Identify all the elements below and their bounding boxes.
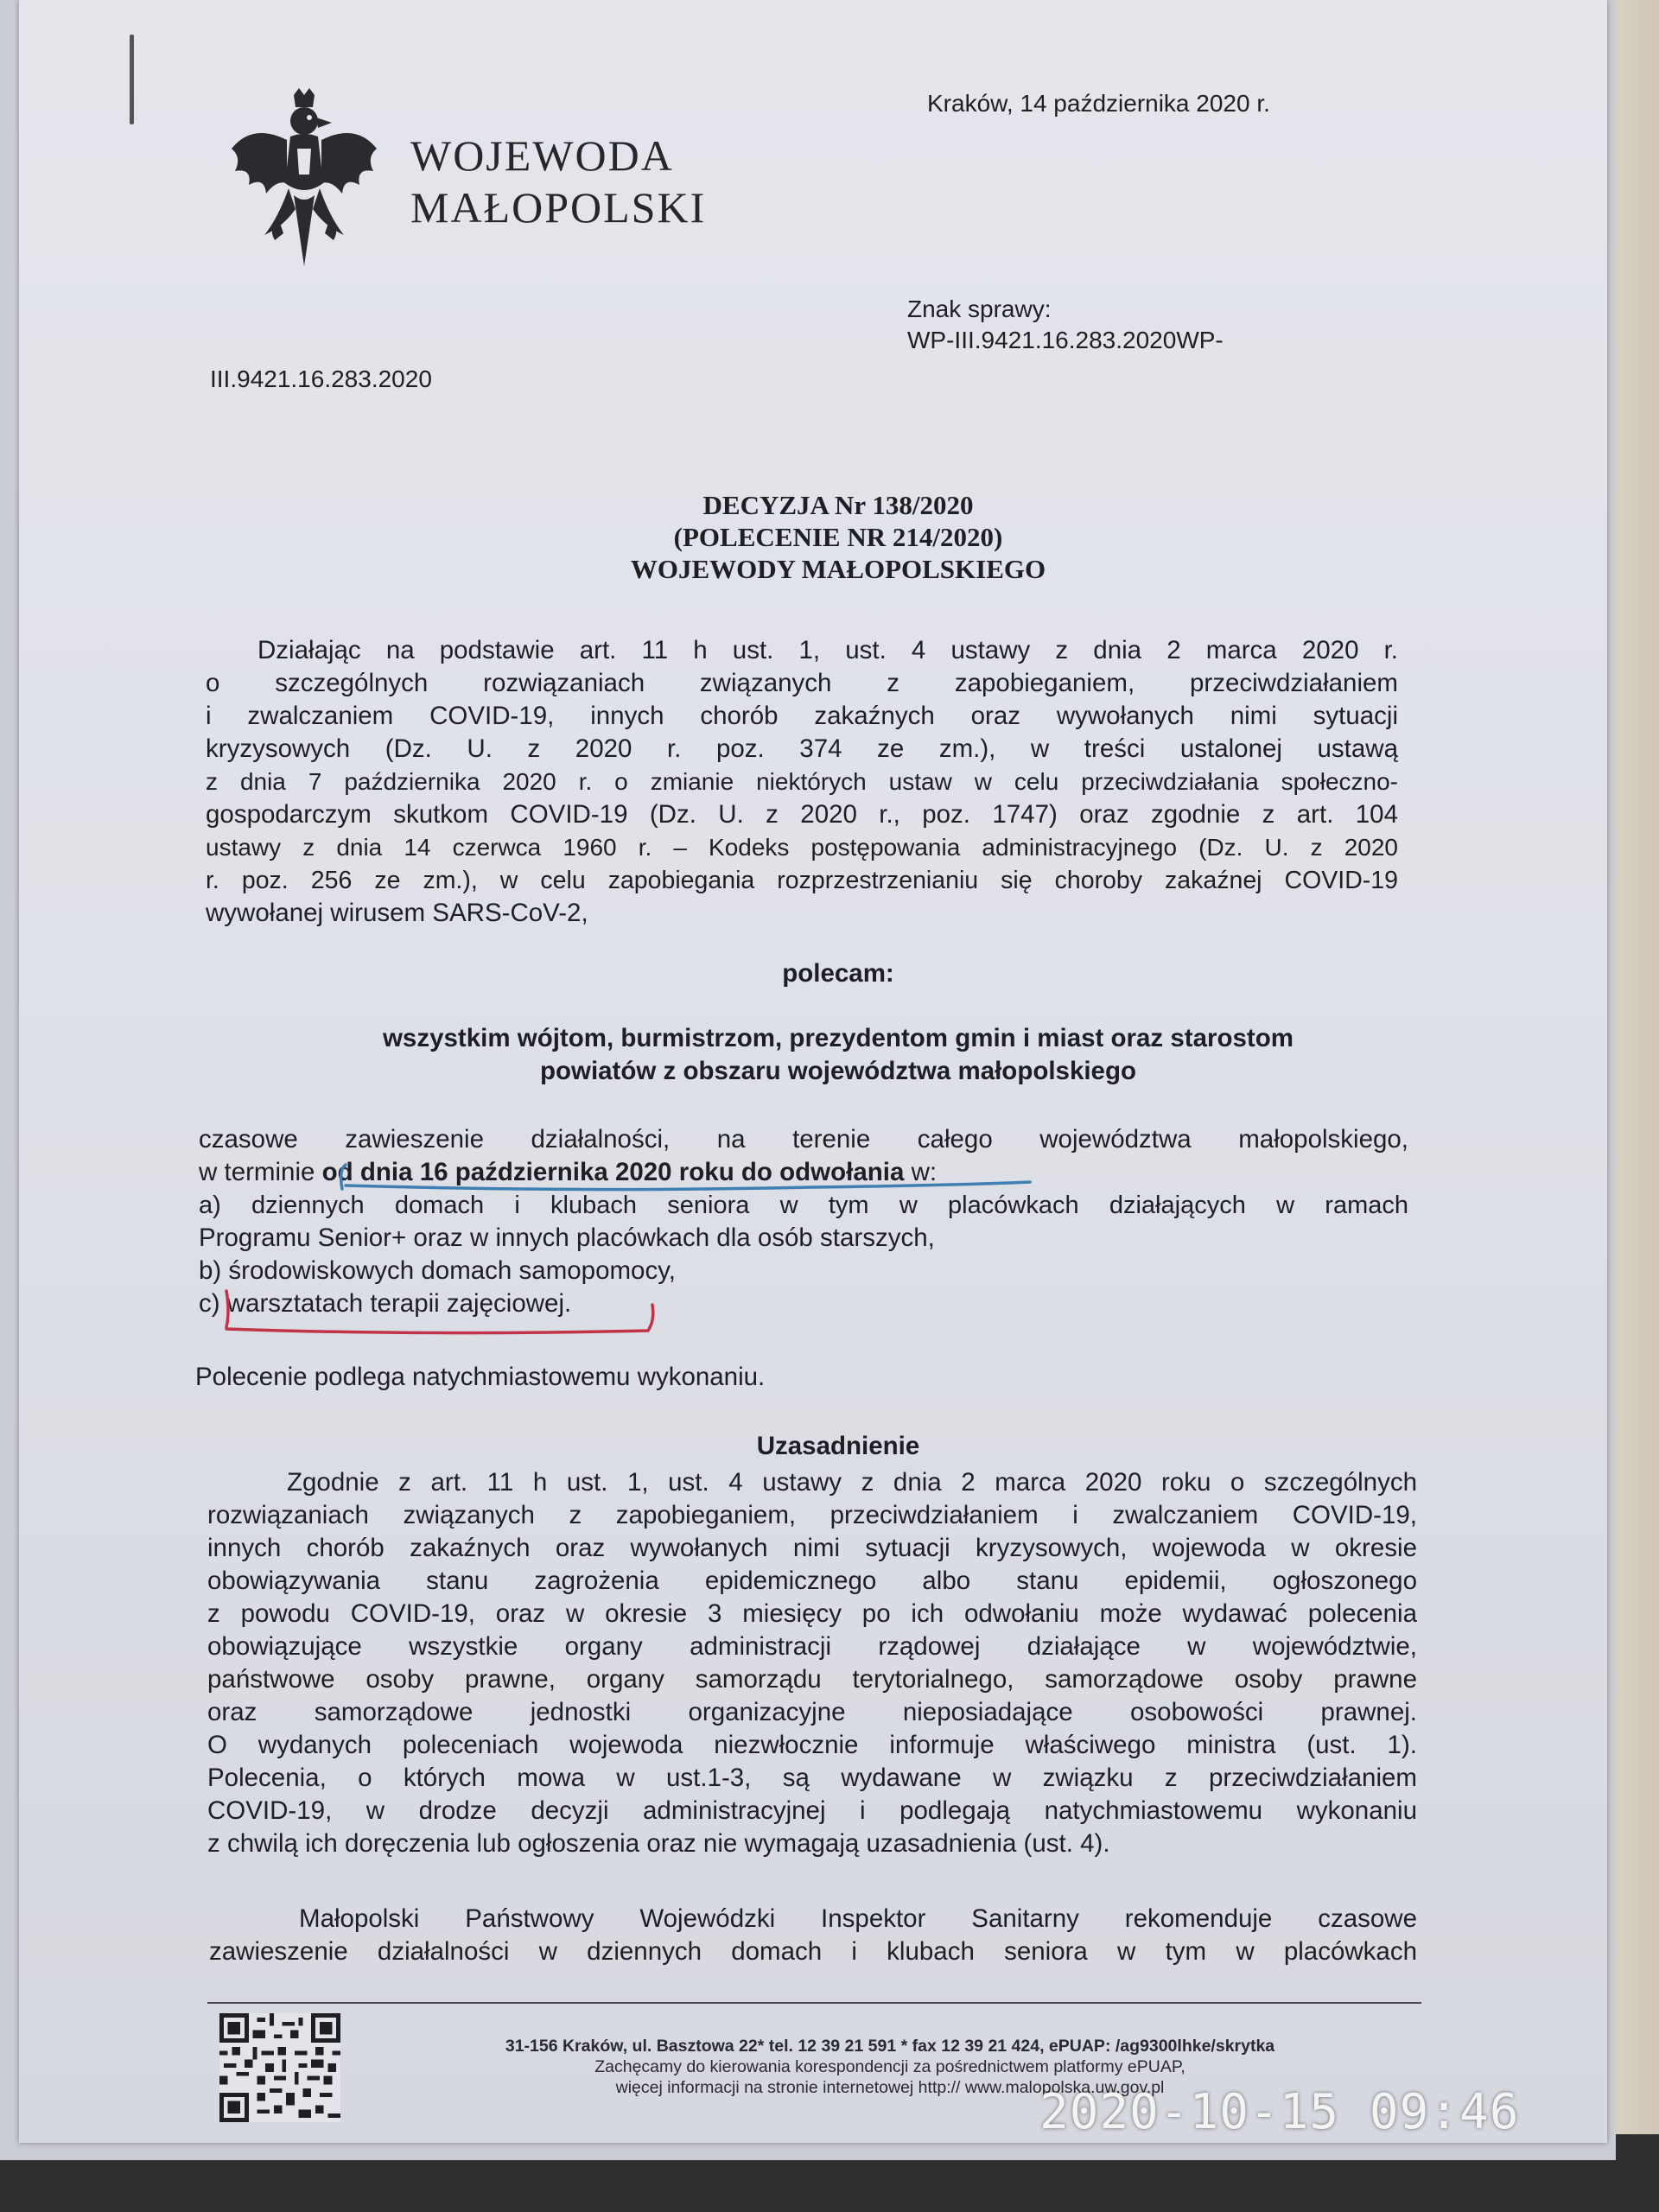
intro-line: o szczególnych rozwiązaniach związanych z zapobieganiem, przeciwdziałaniem xyxy=(206,669,1398,697)
intro-line: Działając na podstawie art. 11 h ust. 1, ust. 4 ustawy z dnia 2 marca 2020 r. xyxy=(257,636,1398,664)
item-a-line1: a) dziennych domach i klubach seniora w tym w placówkach działających w ramach xyxy=(199,1192,1408,1219)
command-text: polecam: xyxy=(782,959,894,988)
decision-title-line1: DECYZJA Nr 138/2020 xyxy=(702,490,974,520)
justification-line: oraz samorządowe jednostki organizacyjne nieposiadające osobowości prawnej. xyxy=(207,1698,1417,1726)
addressees-line1: wszystkim wójtom, burmistrzom, prezydentom gmin i miast oraz starostom xyxy=(382,1024,1294,1052)
decision-title-line3: WOJEWODY MAŁOPOLSKIEGO xyxy=(630,554,1046,584)
addressees-line2: powiatów z obszaru województwa małopolskiego xyxy=(539,1057,1137,1085)
justification-heading xyxy=(207,1430,1469,1463)
justification-heading-text: Uzasadnienie xyxy=(756,1432,920,1460)
item-a-line2: Programu Senior+ oraz w innych placówkach dla osób starszych, xyxy=(199,1224,935,1252)
office-name-line1: WOJEWODA xyxy=(410,131,674,180)
intro-line: wywołanej wirusem SARS-CoV-2, xyxy=(206,899,588,927)
justification-line: Polecenia, o których mowa w ust.1-3, są wydawane w związku z przeciwdziałaniem xyxy=(207,1764,1417,1792)
justification-line: Zgodnie z art. 11 h ust. 1, ust. 4 ustawy z dnia 2 marca 2020 roku o szczególnych xyxy=(287,1468,1417,1497)
footer-epuap: Zachęcamy do kierowania korespondencji za pośrednictwem platformy ePUAP, xyxy=(594,2057,1185,2076)
justification-line: z powodu COVID-19, oraz w okresie 3 miesięcy po ich odwołaniu może wydawać polecenia xyxy=(207,1599,1417,1628)
polish-white-eagle-emblem-icon xyxy=(226,88,382,270)
photo-timestamp: 2020-10-15 09:46 xyxy=(1039,2084,1520,2140)
footer-divider xyxy=(207,2002,1421,2004)
decision-title-line2: (POLECENIE NR 214/2020) xyxy=(673,522,1003,552)
justification-line: państwowe osoby prawne, organy samorządu terytorialnego, samorządowe osoby prawne xyxy=(207,1665,1417,1694)
case-number-label: Znak sprawy: xyxy=(907,296,1052,322)
office-name xyxy=(410,130,706,233)
intro-line: kryzysowych (Dz. U. z 2020 r. poz. 374 ze zm.), w treści ustalonej ustawą xyxy=(206,734,1398,763)
qr-code-icon xyxy=(219,2013,340,2122)
intro-line: gospodarczym skutkom COVID-19 (Dz. U. z 2020 r., poz. 1747) oraz zgodnie z art. 104 xyxy=(206,800,1398,829)
intro-line: ustawy z dnia 14 czerwca 1960 r. – Kodeks postępowania administracyjnego (Dz. U. z 2020 xyxy=(206,834,1398,861)
case-number-line1: WP-III.9421.16.283.2020WP- xyxy=(907,327,1224,353)
case-number-line2: III.9421.16.283.2020 xyxy=(210,365,432,392)
term-suffix: w: xyxy=(904,1158,938,1186)
footer-website: więcej informacji na stronie internetowej http:// www.malopolska.uw.gov.pl xyxy=(615,2078,1165,2097)
justification-line: innych chorób zakaźnych oraz wywołanych nimi sytuacji kryzysowych, wojewoda w okresie xyxy=(207,1534,1417,1562)
blue-pen-underline-icon xyxy=(328,1153,1046,1196)
justification-line: obowiązujące wszystkie organy administracji rządowej działające w województwie, xyxy=(207,1632,1417,1661)
justification-line: O wydanych poleceniach wojewoda niezwłocznie informuje właściwego ministra (ust. 1). xyxy=(207,1731,1417,1759)
command-word xyxy=(207,957,1469,990)
item-b: b) środowiskowych domach samopomocy, xyxy=(199,1256,676,1285)
decision-title xyxy=(380,489,1296,585)
justification-paragraph xyxy=(207,1466,1417,1860)
inspector-line: zawieszenie działalności w dziennych domach i klubach seniora w tym w placówkach xyxy=(209,1937,1417,1966)
place-and-date: Kraków, 14 października 2020 r. xyxy=(927,90,1270,117)
justification-line: COVID-19, w drodze decyzji administracyjnej i podlegają natychmiastowemu wykonaniu xyxy=(207,1796,1417,1825)
footer-address: 31-156 Kraków, ul. Basztowa 22* tel. 12 39 21 591 * fax 12 39 21 424, ePUAP: /ag9300lhke/skrytka xyxy=(505,2037,1275,2056)
addressees xyxy=(207,1022,1469,1088)
term-prefix: w terminie xyxy=(199,1158,322,1186)
intro-line: i zwalczaniem COVID-19, innych chorób zakaźnych oraz wywołanych nimi sytuacji xyxy=(206,702,1398,730)
intro-line: r. poz. 256 ze zm.), w celu zapobiegania rozprzestrzenianiu się choroby zakaźnej COVID-19 xyxy=(206,867,1398,894)
intro-paragraph xyxy=(206,634,1398,930)
term-bold: od dnia 16 października 2020 roku do odwołania xyxy=(321,1158,905,1186)
justification-line: obowiązywania stanu zagrożenia epidemicznego albo stanu epidemii, ogłoszonego xyxy=(207,1567,1417,1595)
red-pen-underline-icon xyxy=(216,1286,665,1341)
justification-line: rozwiązaniach związanych z zapobieganiem, przeciwdziałaniem i zwalczaniem COVID-19, xyxy=(207,1501,1417,1529)
item-c: c) warsztatach terapii zajęciowej. xyxy=(199,1289,572,1318)
suspension-line1: czasowe zawieszenie działalności, na terenie całego województwa małopolskiego, xyxy=(199,1125,1408,1154)
inspector-line: Małopolski Państwowy Wojewódzki Inspektor Sanitarny rekomenduje czasowe xyxy=(299,1904,1417,1933)
office-name-line2: MAŁOPOLSKI xyxy=(410,183,707,232)
execution-note: Polecenie podlega natychmiastowemu wykonaniu. xyxy=(195,1363,766,1391)
inspector-paragraph xyxy=(209,1903,1417,1968)
justification-line: z chwilą ich doręczenia lub ogłoszenia oraz nie wymagają uzasadnienia (ust. 4). xyxy=(207,1829,1110,1858)
intro-line: z dnia 7 października 2020 r. o zmianie niektórych ustaw w celu przeciwdziałania społeczno- xyxy=(206,768,1398,795)
staple-icon xyxy=(130,35,134,124)
